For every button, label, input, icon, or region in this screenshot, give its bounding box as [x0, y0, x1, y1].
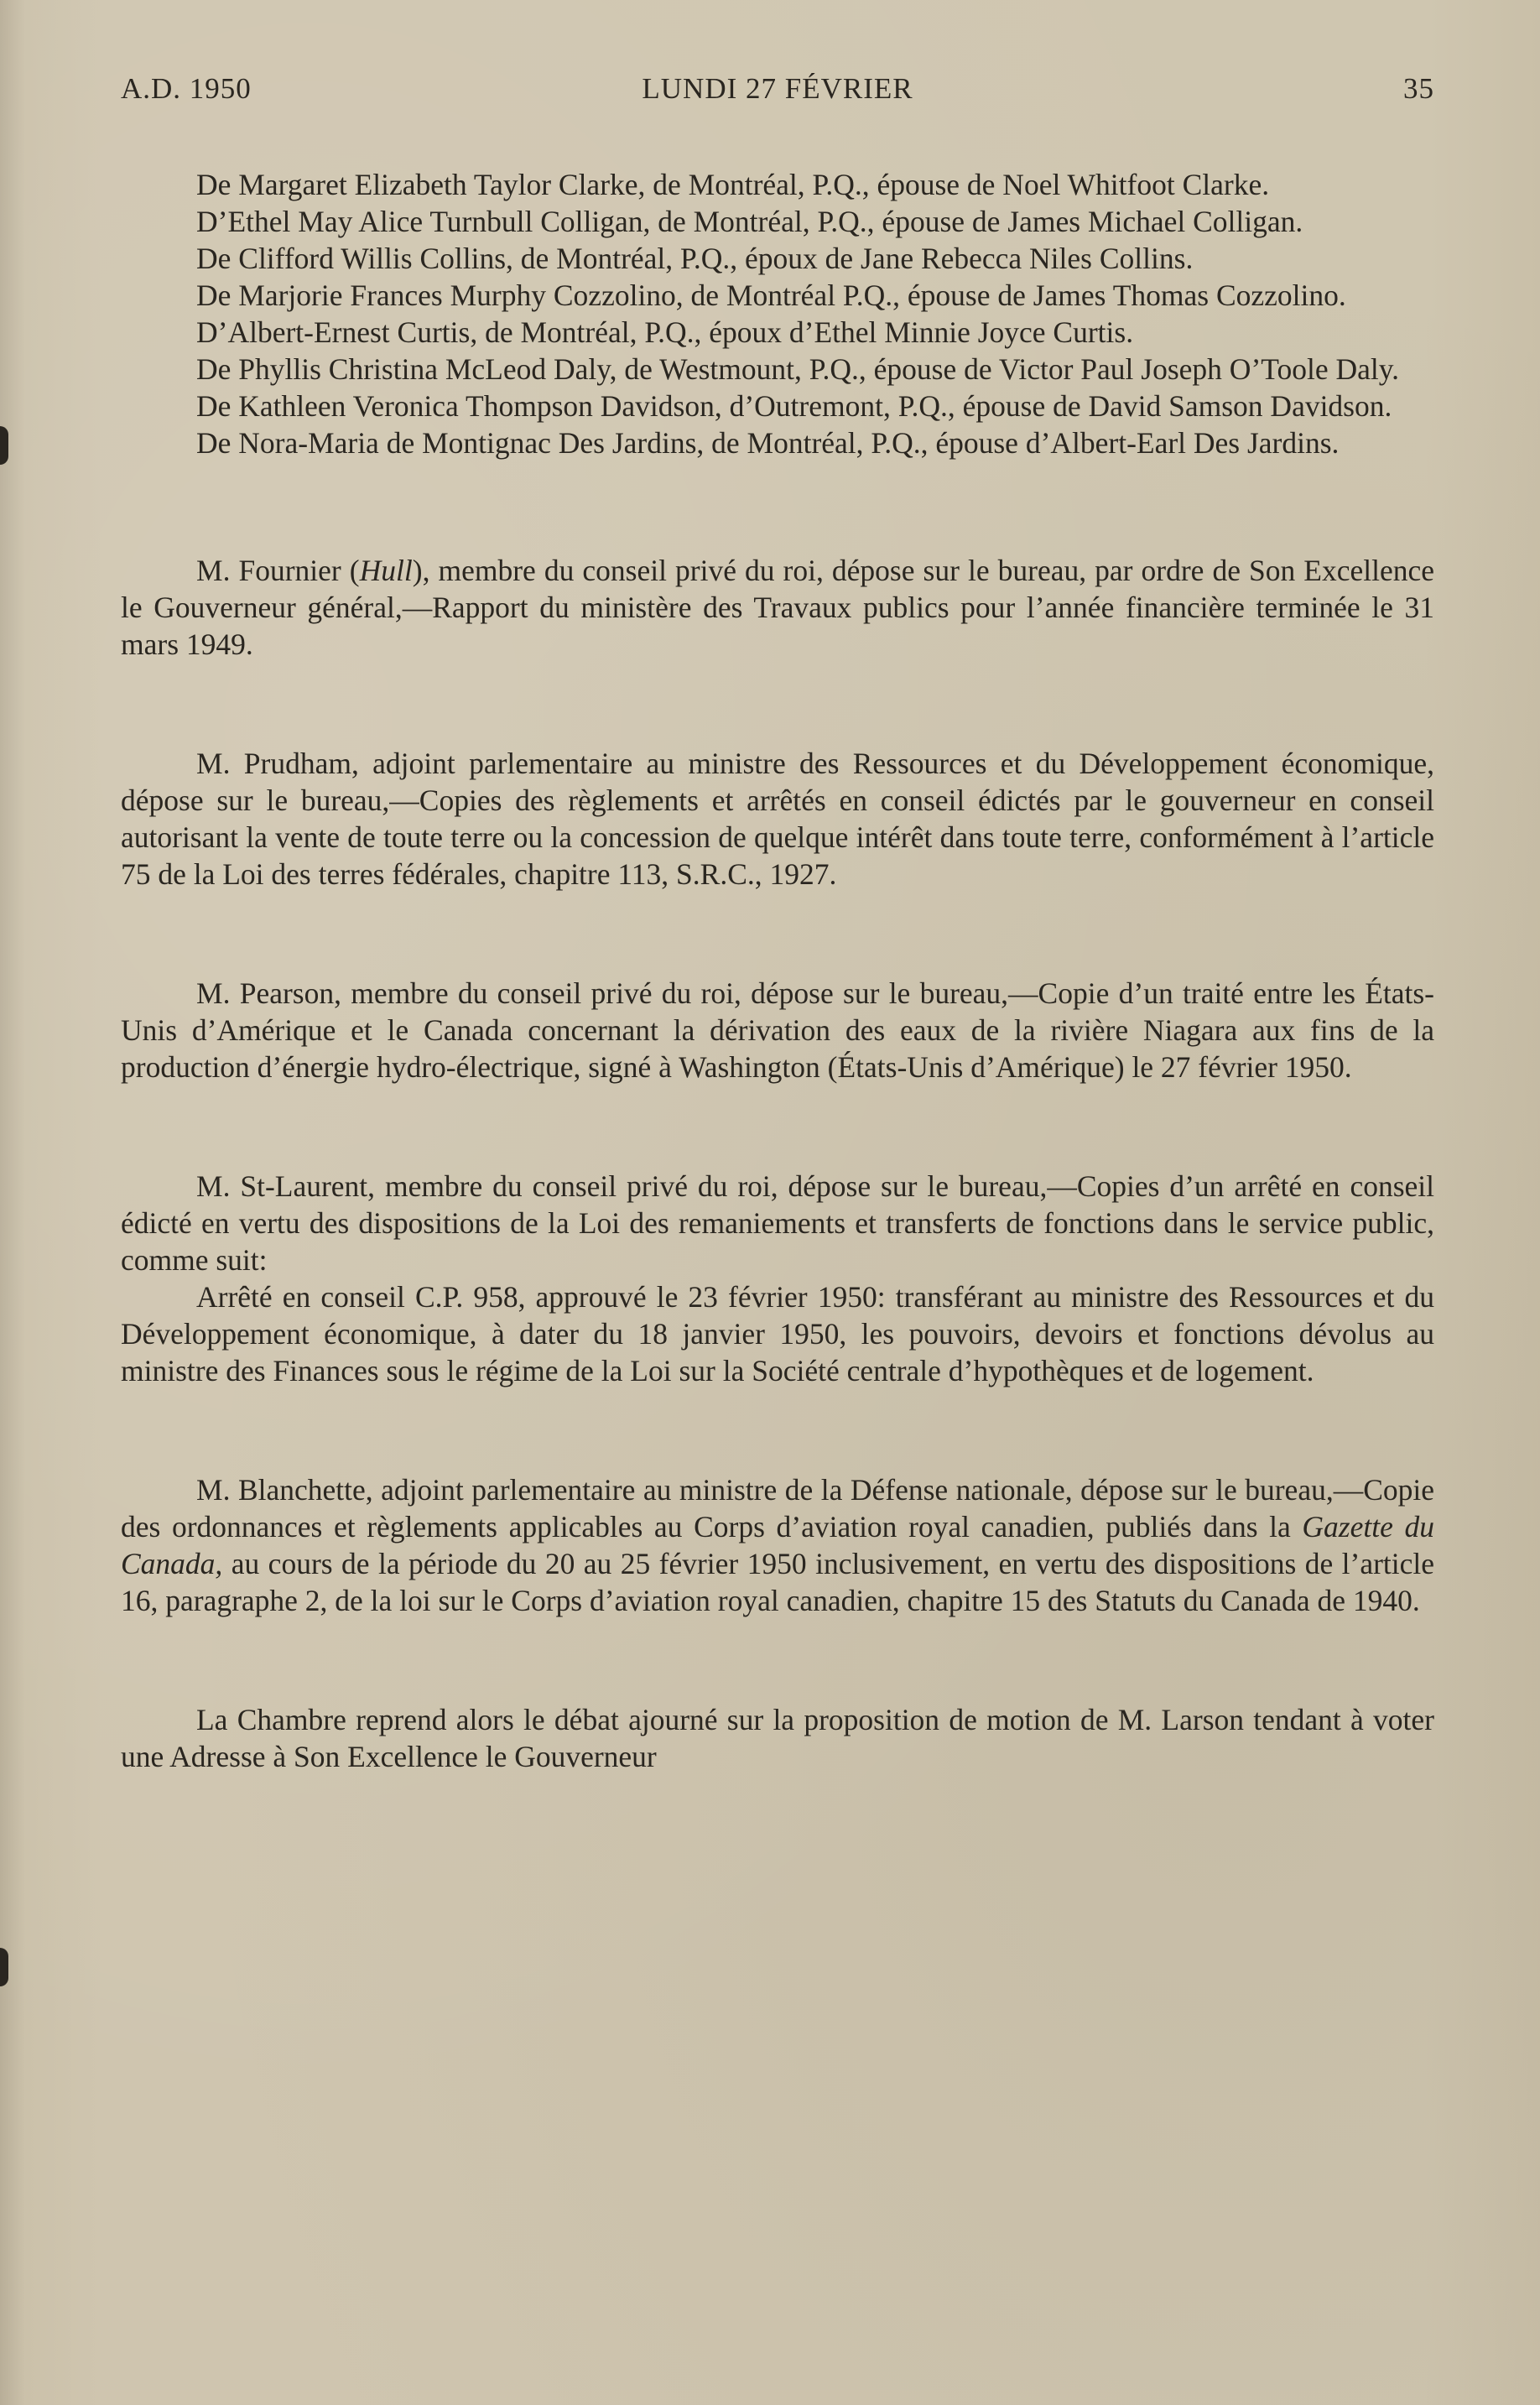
page-body: [121, 166, 1434, 1775]
paragraph-fournier: [121, 552, 1434, 663]
running-header: [121, 72, 1434, 114]
list-entry: De Kathleen Veronica Thompson Davidson, d’Outremont, P.Q., épouse de David Samson Davidson.: [196, 389, 1392, 423]
list-entry: D’Albert-Ernest Curtis, de Montréal, P.Q., époux d’Ethel Minnie Joyce Curtis.: [196, 315, 1134, 349]
list-entry: De Clifford Willis Collins, de Montréal, P.Q., époux de Jane Rebecca Niles Collins.: [196, 242, 1194, 275]
paragraph-st-laurent: M. St-Laurent, membre du conseil privé du roi, dépose sur le bureau,—Copies d’un arrêté en conseil édicté en vertu des dispositions de la Loi des remaniements et transferts de fonctions dans le service public, comme suit:: [121, 1169, 1434, 1277]
paragraph-blanchette: [121, 1471, 1434, 1619]
binding-mark: [0, 1948, 8, 1986]
gazette-title: Gazette du Canada,: [121, 1510, 1434, 1580]
list-entry: De Margaret Elizabeth Taylor Clarke, de Montréal, P.Q., épouse de Noel Whitfoot Clarke.: [196, 168, 1270, 201]
list-entry: D’Ethel May Alice Turnbull Colligan, de Montréal, P.Q., épouse de James Michael Colligan.: [196, 205, 1303, 238]
binding-mark: [0, 426, 8, 465]
blanchette-text-a: M. Blanchette, adjoint parlementaire au ministre de la Défense nationale, dépose sur le bureau,—Copie des ordonnances et règlements applicables au Corps d’aviation royal canadien, publiés dans la: [121, 1473, 1434, 1543]
list-entry: De Nora-Maria de Montignac Des Jardins, de Montréal, P.Q., épouse d’Albert-Earl Des Jardins.: [196, 426, 1340, 460]
list-entry: De Phyllis Christina McLeod Daly, de Westmount, P.Q., épouse de Victor Paul Joseph O’Toole Daly.: [196, 352, 1400, 386]
order-in-council: Arrêté en conseil C.P. 958, approuvé le 23 février 1950: transférant au ministre des Ressources et du Développement économique, à dater du 18 janvier 1950, les pouvoirs, devoirs et fonctions dévolus au ministre des Finances sous le régime de la Loi sur la Société centrale d’hypothèques et de logement.: [121, 1280, 1434, 1387]
page-number: 35: [1403, 72, 1434, 105]
header-year: A.D. 1950: [121, 72, 252, 105]
list-entry: De Marjorie Frances Murphy Cozzolino, de Montréal P.Q., épouse de James Thomas Cozzolino.: [196, 279, 1346, 312]
header-date: LUNDI 27 FÉVRIER: [642, 72, 913, 105]
blanchette-text-b: au cours de la période du 20 au 25 février 1950 inclusivement, en vertu des dispositions de l’article 16, paragraphe 2, de la loi sur le Corps d’aviation royal canadien, chapitre 15 des Statuts du Canada de 1940.: [121, 1547, 1434, 1617]
fournier-text-b: ), membre du conseil privé du roi, dépose sur le bureau, par ordre de Son Excellence le Gouverneur général,—Rapport du ministère des Travaux publics pour l’année financière terminée le 31 mars 1949.: [121, 554, 1434, 661]
paragraph-chambre: La Chambre reprend alors le débat ajourné sur la proposition de motion de M. Larson tendant à voter une Adresse à Son Excellence le Gouverneur: [121, 1703, 1434, 1773]
paragraph-pearson: M. Pearson, membre du conseil privé du roi, dépose sur le bureau,—Copie d’un traité entre les États-Unis d’Amérique et le Canada concernant la dérivation des eaux de la rivière Niagara aux fins de la production d’énergie hydro-électrique, signé à Washington (États-Unis d’Amérique) le 27 février 1950.: [121, 976, 1434, 1084]
fournier-riding: Hull: [359, 554, 413, 587]
paragraph-prudham: M. Prudham, adjoint parlementaire au ministre des Ressources et du Développement économique, dépose sur le bureau,—Copies des règlements et arrêtés en conseil édictés par le gouverneur en conseil autorisant la vente de toute terre ou la concession de quelque intérêt dans toute terre, conformément à l’article 75 de la Loi des terres fédérales, chapitre 113, S.R.C., 1927.: [121, 747, 1434, 891]
fournier-text-a: M. Fournier (: [196, 554, 360, 587]
